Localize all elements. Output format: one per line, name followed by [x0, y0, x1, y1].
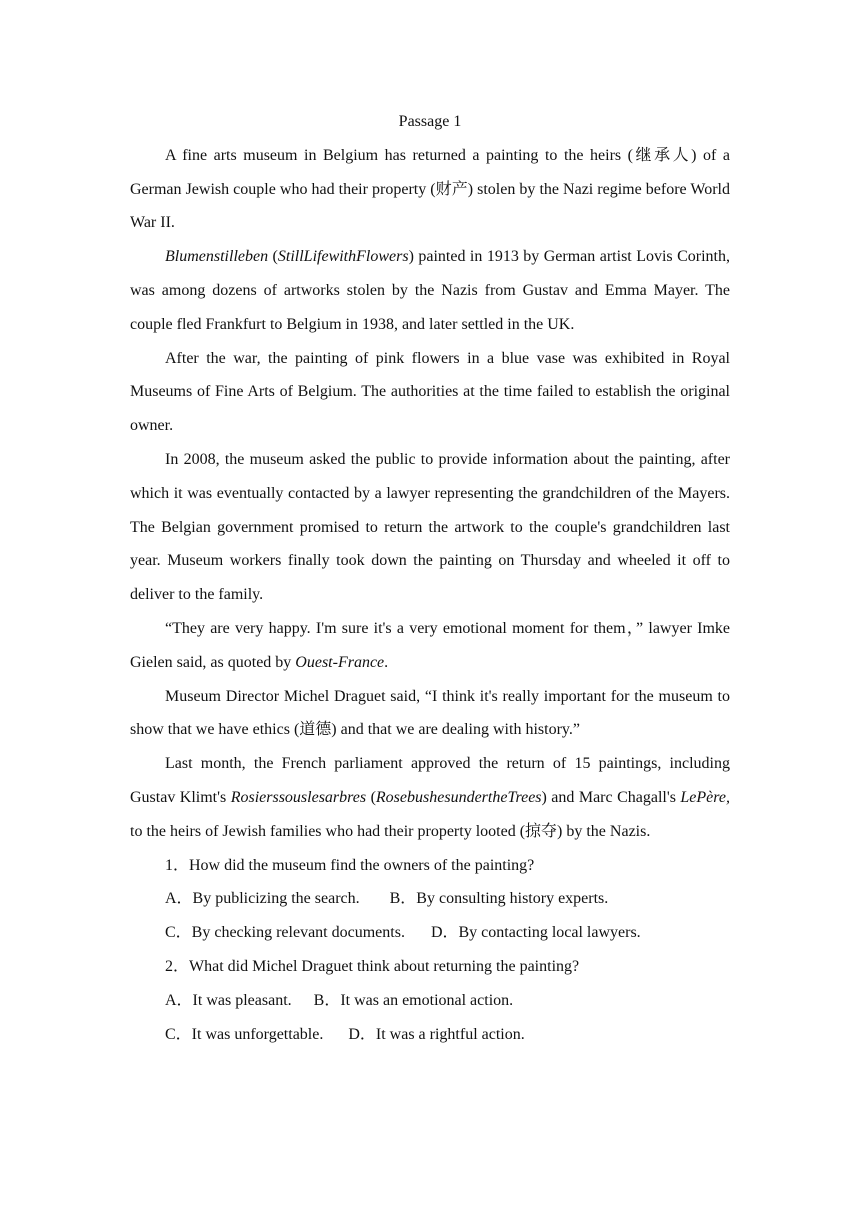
p1-gloss-1: 继承人 — [633, 146, 692, 164]
q2-option-a[interactable]: A．It was pleasant. — [165, 991, 292, 1009]
p5-text-1: “They are very happy. I'm sure it's a very emotional moment for them，” lawyer Imke Gielen said, as quoted by — [130, 619, 730, 671]
p5-text-2: . — [384, 653, 389, 671]
p7-gloss-1: 掠夺 — [525, 822, 558, 840]
p6-gloss-1: 道德 — [299, 721, 332, 739]
q1-option-a[interactable]: A．By publicizing the search. — [165, 890, 360, 908]
question-2-options-cd — [165, 1018, 730, 1052]
p7-title-1: Rosierssouslesarbres — [230, 788, 367, 806]
q2-option-c[interactable]: C．It was unforgettable. — [165, 1025, 324, 1043]
paragraph-2 — [130, 240, 730, 341]
question-2-stem: 2．What did Michel Draguet think about returning the painting? — [165, 957, 580, 975]
p5-source: Ouest-France — [295, 653, 385, 671]
p2-text-1: ( — [268, 248, 278, 266]
p7-title-2: RosebushesundertheTrees — [375, 788, 542, 806]
paragraph-7 — [130, 747, 730, 848]
p1-text-3: ) stolen by the Nazi regime before World War II. — [130, 180, 730, 232]
p6-text-2: ) and that we are dealing with history.” — [331, 721, 580, 739]
paragraph-3: After the war, the painting of pink flowers in a blue vase was exhibited in Royal Museums of Fine Arts of Belgium. The authorities at the time failed to establish the original owner. — [130, 349, 730, 435]
p1-text-2: ) of a German Jewish couple who had their property ( — [130, 146, 730, 198]
question-1-stem: 1．How did the museum find the owners of the painting? — [165, 856, 535, 874]
question-2-options-ab — [165, 984, 730, 1018]
p7-text-5: ) by the Nazis. — [557, 822, 651, 840]
p2-title-german: Blumenstilleben — [165, 248, 269, 266]
passage-title: Passage 1 — [398, 113, 462, 130]
question-1-options-ab — [165, 882, 730, 916]
paragraph-1 — [130, 139, 730, 240]
q2-option-b[interactable]: B．It was an emotional action. — [313, 991, 514, 1009]
paragraph-6 — [130, 680, 730, 748]
paragraph-5 — [130, 612, 730, 680]
p7-title-3: LePère, — [680, 788, 731, 806]
p6-text-1: Museum Director Michel Draguet said, “I think it's really important for the museum to show that we have ethics ( — [130, 687, 730, 739]
q1-option-b[interactable]: B．By consulting history experts. — [389, 890, 609, 908]
p1-text-1: A fine arts museum in Belgium has returned a painting to the heirs ( — [165, 146, 633, 164]
paragraph-4: In 2008, the museum asked the public to provide information about the painting, after which it was eventually contacted by a lawyer representing the grandchildren of the Mayers. The Belgian government promised to return the artwork to the couple's grandchildren last year. Museum workers finally took down the painting on Thursday and wheeled it off to deliver to the family. — [130, 450, 730, 604]
q1-option-c[interactable]: C．By checking relevant documents. — [165, 924, 405, 942]
document-page — [130, 105, 730, 1051]
q2-option-d[interactable]: D．It was a rightful action. — [348, 1025, 525, 1043]
p7-text-1: Last month, the French parliament approved the return of 15 paintings, including Gustav Klimt's — [130, 755, 730, 806]
p7-text-2: ( — [366, 788, 376, 806]
p7-text-4: to the heirs of Jewish families who had their property looted ( — [130, 822, 526, 840]
p2-text-2: ) painted in 1913 by German artist Lovis Corinth, was among dozens of artworks stolen by the Nazis from Gustav and Emma Mayer. The couple fled Frankfurt to Belgium in 1938, and later settled in the UK. — [130, 248, 730, 333]
p1-gloss-2: 财产 — [435, 180, 468, 198]
question-1-options-cd — [165, 916, 730, 950]
q1-option-d[interactable]: D．By contacting local lawyers. — [430, 924, 641, 942]
p2-title-english: StillLifewithFlowers — [277, 248, 409, 266]
p7-text-3: ) and Marc Chagall's — [541, 788, 681, 806]
